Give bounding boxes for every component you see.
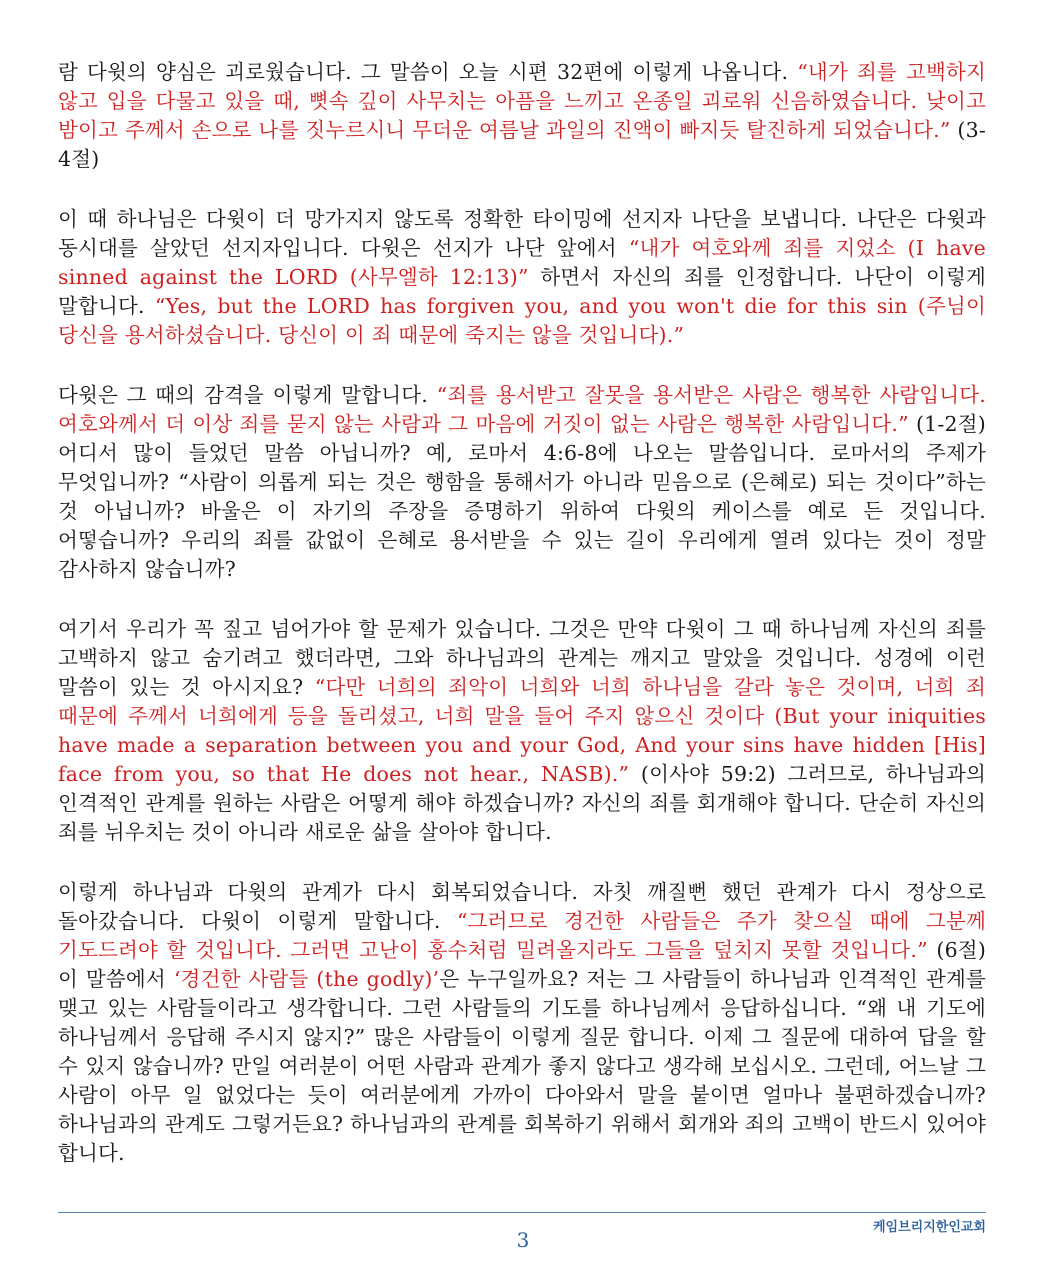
footer-divider: [58, 1212, 986, 1213]
text-segment: (3-4절): [58, 118, 986, 171]
paragraph-5: [58, 878, 986, 1168]
scripture-quote: “죄를 용서받고 잘못을 용서받은 사람은 행복한 사람입니다. 여호와께서 더 이상 죄를 묻지 않는 사람과 그 마음에 거짓이 없는 사람은 행복한 사람입니다.”: [58, 383, 987, 436]
scripture-quote: “그러므로 경건한 사람들은 주가 찾으실 때에 그분께 기도드려야 할 것입니다. 그러면 고난이 홍수처럼 밀려올지라도 그들을 덮치지 못할 것입니다.”: [58, 909, 986, 962]
scripture-quote: “Yes, but the LORD has forgiven you, and you won't die for this sin (주님이 당신을 용서하셨습니다. 당신이 이 죄 때문에 죽지는 않을 것입니다).”: [58, 294, 986, 347]
paragraph-3: [58, 381, 986, 584]
text-segment: 이렇게 하나님과 다윗의 관계가 다시 회복되었습니다. 자칫 깨질뻔 했던 관계가 다시 정상으로 돌아갔습니다. 다윗이 이렇게 말합니다.: [58, 880, 986, 933]
scripture-quote: ‘경건한 사람들 (the godly)’: [173, 967, 440, 991]
scripture-quote: “내가 여호와께 죄를 지었소 (I have sinned against the LORD (사무엘하 12:13)”: [58, 236, 986, 289]
text-segment: 하면서 자신의 죄를 인정합니다. 나단이 이렇게 말합니다.: [58, 265, 986, 318]
page-body: [58, 58, 986, 1199]
text-segment: 다윗은 그 때의 감격을 이렇게 말합니다.: [58, 383, 437, 407]
scripture-quote: “다만 너희의 죄악이 너희와 너희 하나님을 갈라 놓은 것이며, 너희 죄 때문에 주께서 너희에게 등을 돌리셨고, 너희 말을 들어 주지 않으신 것이다 (But your iniquities have made a separation between you and your God, And your sins have hidden [His] face from you, so that He does not hear., NASB).”: [58, 675, 986, 786]
text-segment: (이사야 59:2) 그러므로, 하나님과의 인격적인 관계를 원하는 사람은 어떻게 해야 하겠습니까? 자신의 죄를 회개해야 합니다. 단순히 자신의 죄를 뉘우치는 것이 아니라 새로운 삶을 살아야 합니다.: [58, 762, 986, 844]
paragraph-4: [58, 615, 986, 847]
text-segment: 은 누구일까요? 저는 그 사람들이 하나님과 인격적인 관계를 맺고 있는 사람들이라고 생각합니다. 그런 사람들의 기도를 하나님께서 응답하십니다. “왜 내 기도에 하나님께서 응답해 주시지 않지?” 많은 사람들이 이렇게 질문 합니다. 이제 그 질문에 대하여 답을 할 수 있지 않습니까? 만일 여러분이 어떤 사람과 관계가 좋지 않다고 생각해 보십시오. 그런데, 어느날 그 사람이 아무 일 없었다는 듯이 여러분에게 가까이 다아와서 말을 붙이면 얼마나 불편하겠습니까? 하나님과의 관계도 그렇거든요? 하나님과의 관계를 회복하기 위해서 회개와 죄의 고백이 반드시 있어야 합니다.: [58, 967, 986, 1165]
text-segment: (6절) 이 말씀에서: [58, 938, 987, 991]
page-number: 3: [516, 1228, 530, 1252]
scripture-quote: “내가 죄를 고백하지 않고 입을 다물고 있을 때, 뼛속 깊이 사무치는 아픔을 느끼고 온종일 괴로워 신음하였습니다. 낮이고 밤이고 주께서 손으로 나를 짓누르시니 무더운 여름날 과일의 진액이 빠지듯 탈진하게 되었습니다.”: [58, 60, 986, 142]
text-segment: 여기서 우리가 꼭 짚고 넘어가야 할 문제가 있습니다. 그것은 만약 다윗이 그 때 하나님께 자신의 죄를 고백하지 않고 숨기려고 했더라면, 그와 하나님과의 관계는 깨지고 말았을 것입니다. 성경에 이런 말씀이 있는 것 아시지요?: [58, 617, 986, 699]
text-segment: 이 때 하나님은 다윗이 더 망가지지 않도록 정확한 타이밍에 선지자 나단을 보냅니다. 나단은 다윗과 동시대를 살았던 선지자입니다. 다윗은 선지가 나단 앞에서: [58, 207, 986, 260]
text-segment: (1-2절) 어디서 많이 들었던 말씀 아닙니까? 예, 로마서 4:6-8에 나오는 말씀입니다. 로마서의 주제가 무엇입니까? “사람이 의롭게 되는 것은 행함을 통해서가 아니라 믿음으로 (은혜로) 되는 것이다”하는 것 아닙니까? 바울은 이 자기의 주장을 증명하기 위하여 다윗의 케이스를 예로 든 것입니다. 어떻습니까? 우리의 죄를 값없이 은혜로 용서받을 수 있는 길이 우리에게 열려 있다는 것이 정말 감사하지 않습니까?: [58, 412, 986, 581]
paragraph-1: [58, 58, 986, 174]
church-name: 케임브리지한인교회: [872, 1220, 986, 1235]
paragraph-2: [58, 205, 986, 350]
text-segment: 람 다윗의 양심은 괴로웠습니다. 그 말씀이 오늘 시편 32편에 이렇게 나옵니다.: [58, 60, 798, 84]
